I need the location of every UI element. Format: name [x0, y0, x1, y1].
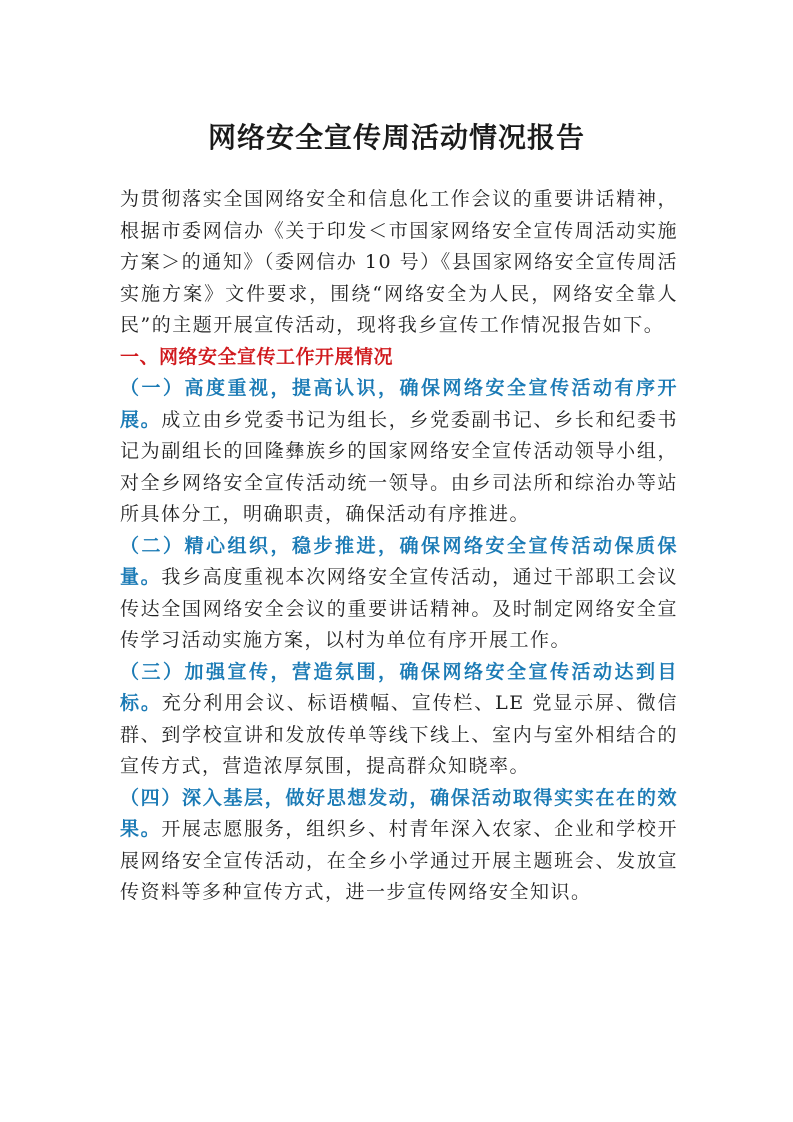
subsection-3-text: 充分利用会议、标语横幅、宣传栏、LE 党显示屏、微信群、到学校宣讲和发放传单等线下线上、室内与室外相结合的宣传方式，营造浓厚氛围，提高群众知晓率。 [120, 692, 678, 777]
subsection-1-text: 成立由乡党委书记为组长，乡党委副书记、乡长和纪委书记为副组长的回隆彝族乡的国家网络安全宣传活动领导小组，对全乡网络安全宣传活动统一领导。由乡司法所和综治办等站所具体分工，明确职责，确保活动有序推进。 [120, 408, 678, 525]
subsection-3-heading: （三）加强宣传，营造氛围，确保网络安全宣传活动达到目标。 [120, 660, 678, 714]
subsection-3 [120, 657, 678, 783]
intro-paragraph: 为贯彻落实全国网络安全和信息化工作会议的重要讲话精神，根据市委网信办《关于印发＜市国家网络安全宣传周活动实施方案＞的通知》（委网信办 10 号）《县国家网络安全宣传周活实施方案》文件要求，围绕“网络安全为人民，网络安全靠人民”的主题开展宣传活动，现将我乡宣传工作情况报告如下。 [120, 188, 678, 336]
subsection-2-heading: （二）精心组织，稳步推进，确保网络安全宣传活动保质保量。 [120, 534, 678, 588]
subsection-2 [120, 531, 678, 657]
document-title: 网络安全宣传周活动情况报告 [207, 121, 585, 154]
document-body [120, 184, 678, 909]
subsection-4 [120, 783, 678, 909]
subsection-1 [120, 373, 678, 531]
subsection-4-text: 开展志愿服务，组织乡、村青年深入农家、企业和学校开展网络安全宣传活动，在全乡小学通过开展主题班会、发放宣传资料等多种宣传方式，进一步宣传网络安全知识。 [120, 818, 678, 903]
subsection-4-heading: （四）深入基层，做好思想发动，确保活动取得实实在在的效果。 [120, 786, 678, 840]
subsection-2-text: 我乡高度重视本次网络安全宣传活动，通过干部职工会议传达全国网络安全会议的重要讲话精神。及时制定网络安全宣传学习活动实施方案，以村为单位有序开展工作。 [120, 566, 678, 651]
section-heading: 一、网络安全宣传工作开展情况 [120, 345, 394, 368]
subsection-1-heading: （一）高度重视，提高认识，确保网络安全宣传活动有序开展。 [120, 377, 678, 431]
